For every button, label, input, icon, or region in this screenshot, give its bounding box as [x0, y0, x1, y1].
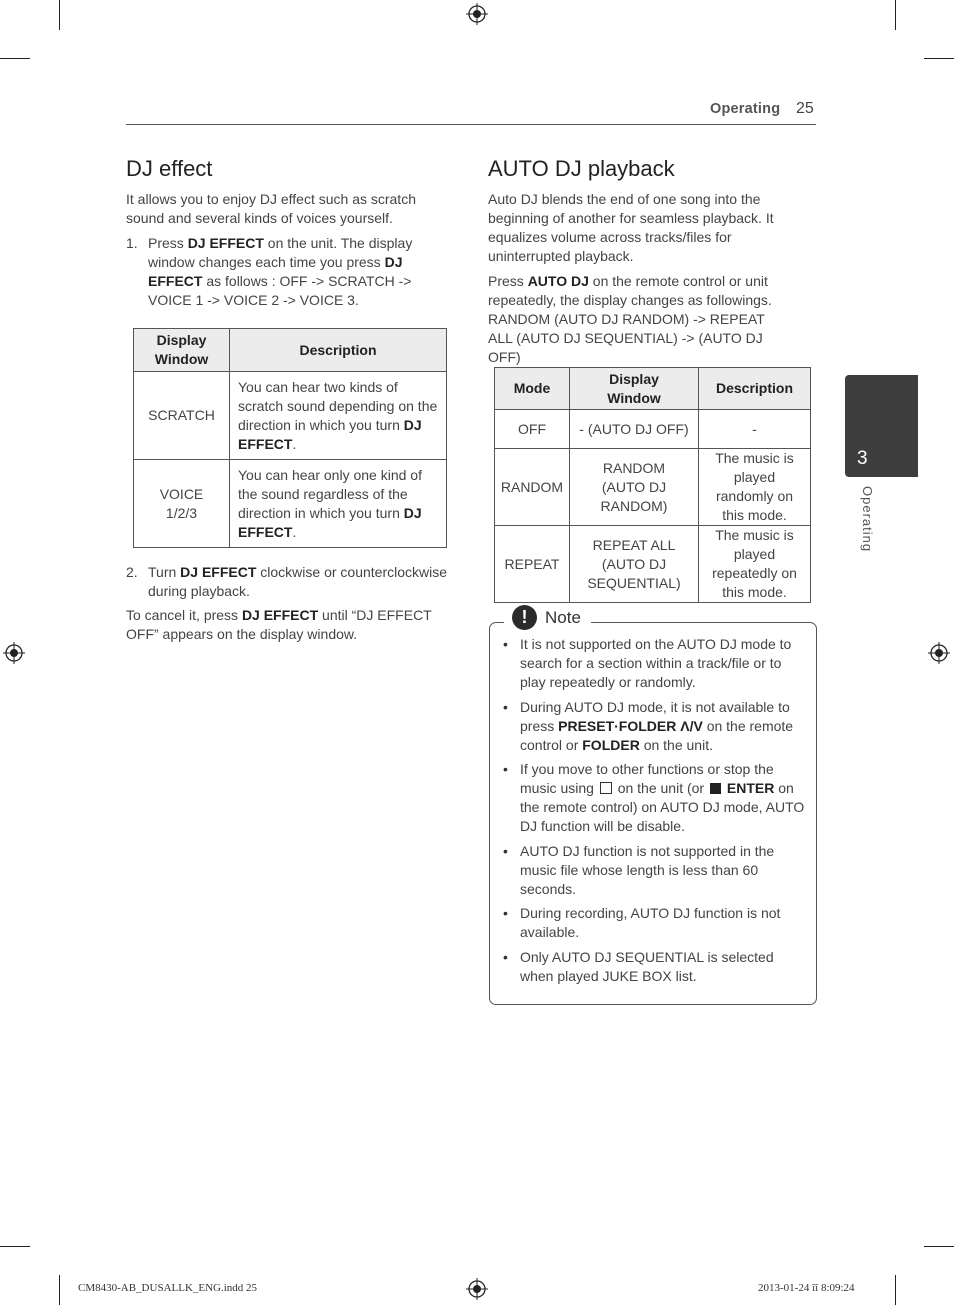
enter-button-icon	[710, 783, 721, 794]
crop-mark	[895, 1275, 896, 1305]
table-header: Display Window	[134, 329, 230, 372]
note-title: Note	[545, 607, 581, 627]
stop-button-icon	[600, 782, 612, 794]
exclamation-icon: !	[512, 605, 537, 630]
dj-effect-table	[133, 328, 447, 548]
table-row: RANDOM RANDOM (AUTO DJ RANDOM) The music is played randomly on this mode.	[495, 449, 811, 526]
chapter-label: Operating	[860, 486, 875, 553]
auto-dj-table	[494, 367, 811, 603]
crop-mark	[924, 58, 954, 59]
step-1: 1. Press DJ EFFECT on the unit. The display window changes each time you press DJ EFFECT as follows : OFF -> SCRATCH -> VOICE 1 -> VOICE 2 -> VOICE 3.	[126, 235, 413, 308]
list-item: • If you move to other functions or stop the music using on the unit (or ENTER on the remote control) on AUTO DJ mode, AUTO DJ function will be disable.	[503, 760, 805, 836]
crop-mark	[0, 1246, 30, 1247]
header-rule	[126, 124, 816, 125]
dj-effect-steps-cont	[126, 563, 454, 601]
footer-timestamp: 2013-01-24 îî 8:09:24	[758, 1282, 855, 1294]
auto-dj-intro: Auto DJ blends the end of one song into the beginning of another for seamless playback. It equalizes volume across tracks/files for uninterrupted playback.	[488, 191, 774, 264]
note-list	[503, 635, 805, 991]
table-header: Mode	[495, 368, 570, 410]
table-row: OFF - (AUTO DJ OFF) -	[495, 410, 811, 449]
table-row: REPEAT REPEAT ALL (AUTO DJ SEQUENTIAL) The music is played repeatedly on this mode.	[495, 526, 811, 603]
crop-mark	[924, 1246, 954, 1247]
note-header	[504, 605, 591, 630]
registration-mark-icon	[466, 3, 488, 25]
list-item: • AUTO DJ function is not supported in the music file whose length is less than 60 seconds.	[503, 842, 805, 899]
footer-filename: CM8430-AB_DUSALLK_ENG.indd 25	[78, 1282, 258, 1294]
table-header: Description	[699, 368, 811, 410]
list-item: • It is not supported on the AUTO DJ mode to search for a section within a track/file or to play repeatedly or randomly.	[503, 635, 805, 692]
crop-mark	[895, 0, 896, 30]
dj-effect-intro: It allows you to enjoy DJ effect such as scratch sound and several kinds of voices yourself.	[126, 191, 416, 226]
step-2: 2. Turn DJ EFFECT clockwise or counterclockwise during playback.	[126, 564, 448, 599]
crop-mark	[0, 58, 30, 59]
table-header: Description	[230, 329, 447, 372]
section-header: Operating	[710, 101, 781, 117]
table-row: SCRATCH You can hear two kinds of scratch sound depending on the direction in which you turn DJ EFFECT.	[134, 372, 447, 460]
auto-dj-instruction: Press AUTO DJ on the remote control or unit repeatedly, the display changes as followings. RANDOM (AUTO DJ RANDOM) -> REPEAT ALL (AUTO DJ SEQUENTIAL) -> (AUTO DJ OFF)	[488, 273, 772, 365]
registration-mark-icon	[466, 1278, 488, 1300]
list-item: • During AUTO DJ mode, it is not available to press PRESET·FOLDER Λ/V on the remote control or FOLDER on the unit.	[503, 698, 805, 755]
list-item: • Only AUTO DJ SEQUENTIAL is selected when played JUKE BOX list.	[503, 948, 805, 986]
crop-mark	[59, 1275, 60, 1305]
crop-mark	[59, 0, 60, 30]
table-row: VOICE 1/2/3 You can hear only one kind of the sound regardless of the direction in which you turn DJ EFFECT.	[134, 460, 447, 548]
dj-effect-steps	[126, 234, 454, 310]
chapter-tab	[845, 375, 918, 477]
table-header: Display Window	[570, 368, 699, 410]
section-title-auto-dj: AUTO DJ playback	[488, 156, 675, 181]
chapter-number: 3	[857, 448, 868, 469]
section-title-dj-effect: DJ effect	[126, 156, 213, 181]
registration-mark-icon	[3, 642, 25, 664]
list-item: • During recording, AUTO DJ function is not available.	[503, 904, 805, 942]
page-number: 25	[796, 100, 814, 117]
cancel-instruction: To cancel it, press DJ EFFECT until “DJ EFFECT OFF” appears on the display window.	[126, 607, 432, 642]
registration-mark-icon	[928, 642, 950, 664]
